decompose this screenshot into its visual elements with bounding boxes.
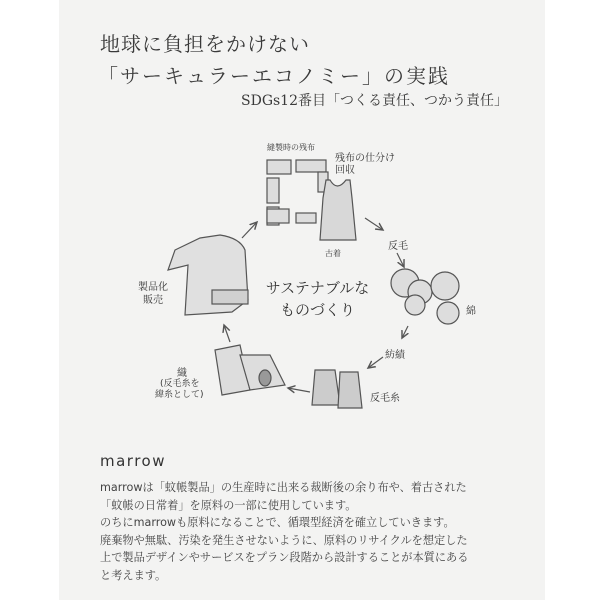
diagram-center-text	[255, 277, 380, 321]
description-line: 上で製品デザインやサービスをプラン段階から設計することが本質にある	[100, 551, 469, 564]
fabric-roll-illustration	[215, 345, 285, 395]
used-dress-illustration	[320, 180, 356, 240]
brand-name: marrow	[100, 452, 166, 470]
description-line: marrowは「蚊帳製品」の生産時に出来る裁断後の余り布や、着古された	[100, 481, 467, 494]
label-sales: 販売	[143, 295, 163, 306]
garment-illustration	[168, 235, 248, 315]
arrow-icon	[288, 388, 310, 392]
fabric-scraps-illustration	[267, 160, 328, 225]
arrow-icon	[397, 253, 404, 267]
label-product: 製品化	[138, 282, 168, 293]
label-weaving: 織	[177, 368, 187, 379]
label-used-clothes: 古着	[325, 249, 341, 258]
heading-line-2: 「サーキュラーエコノミー」の実践	[98, 64, 450, 88]
label-cotton: 綿	[466, 306, 476, 317]
label-weaving-note-1: (反毛糸を	[160, 379, 200, 389]
heading-line-1: 地球に負担をかけない	[100, 32, 310, 56]
label-spinning: 紡績	[385, 350, 405, 361]
heading-line-3: SDGs12番目「つくる責任、つかう責任」	[241, 93, 508, 109]
description-text	[100, 479, 520, 584]
center-line-2: ものづくり	[279, 301, 355, 319]
description-line: 「蚊帳の日常着」を原料の一部に使用しています。	[100, 498, 357, 512]
arrow-icon	[365, 218, 383, 230]
label-weaving-note-2: 緯糸として)	[155, 390, 204, 400]
description-line: のちにmarrowも原料になることで、循環型経済を確立していきます。	[100, 516, 455, 529]
yarn-cones-illustration	[312, 370, 362, 408]
cotton-illustration	[391, 269, 459, 324]
label-collection: 回収	[335, 165, 355, 176]
label-sorting: 残布の仕分け	[335, 153, 395, 164]
description-line: と考えます。	[100, 568, 167, 582]
center-line-1: サステナブルな	[265, 279, 370, 297]
label-recycled-yarn: 反毛糸	[370, 393, 400, 404]
arrow-icon	[242, 222, 257, 238]
arrow-icon	[224, 325, 230, 342]
label-recycled-wool: 反毛	[388, 241, 408, 252]
arrow-icon	[402, 326, 408, 338]
arrow-icon	[368, 357, 383, 368]
label-sewing-scraps: 縫製時の残布	[267, 143, 315, 152]
description-line: 廃棄物や無駄、汚染を発生させないように、原料のリサイクルを想定した	[100, 533, 468, 547]
